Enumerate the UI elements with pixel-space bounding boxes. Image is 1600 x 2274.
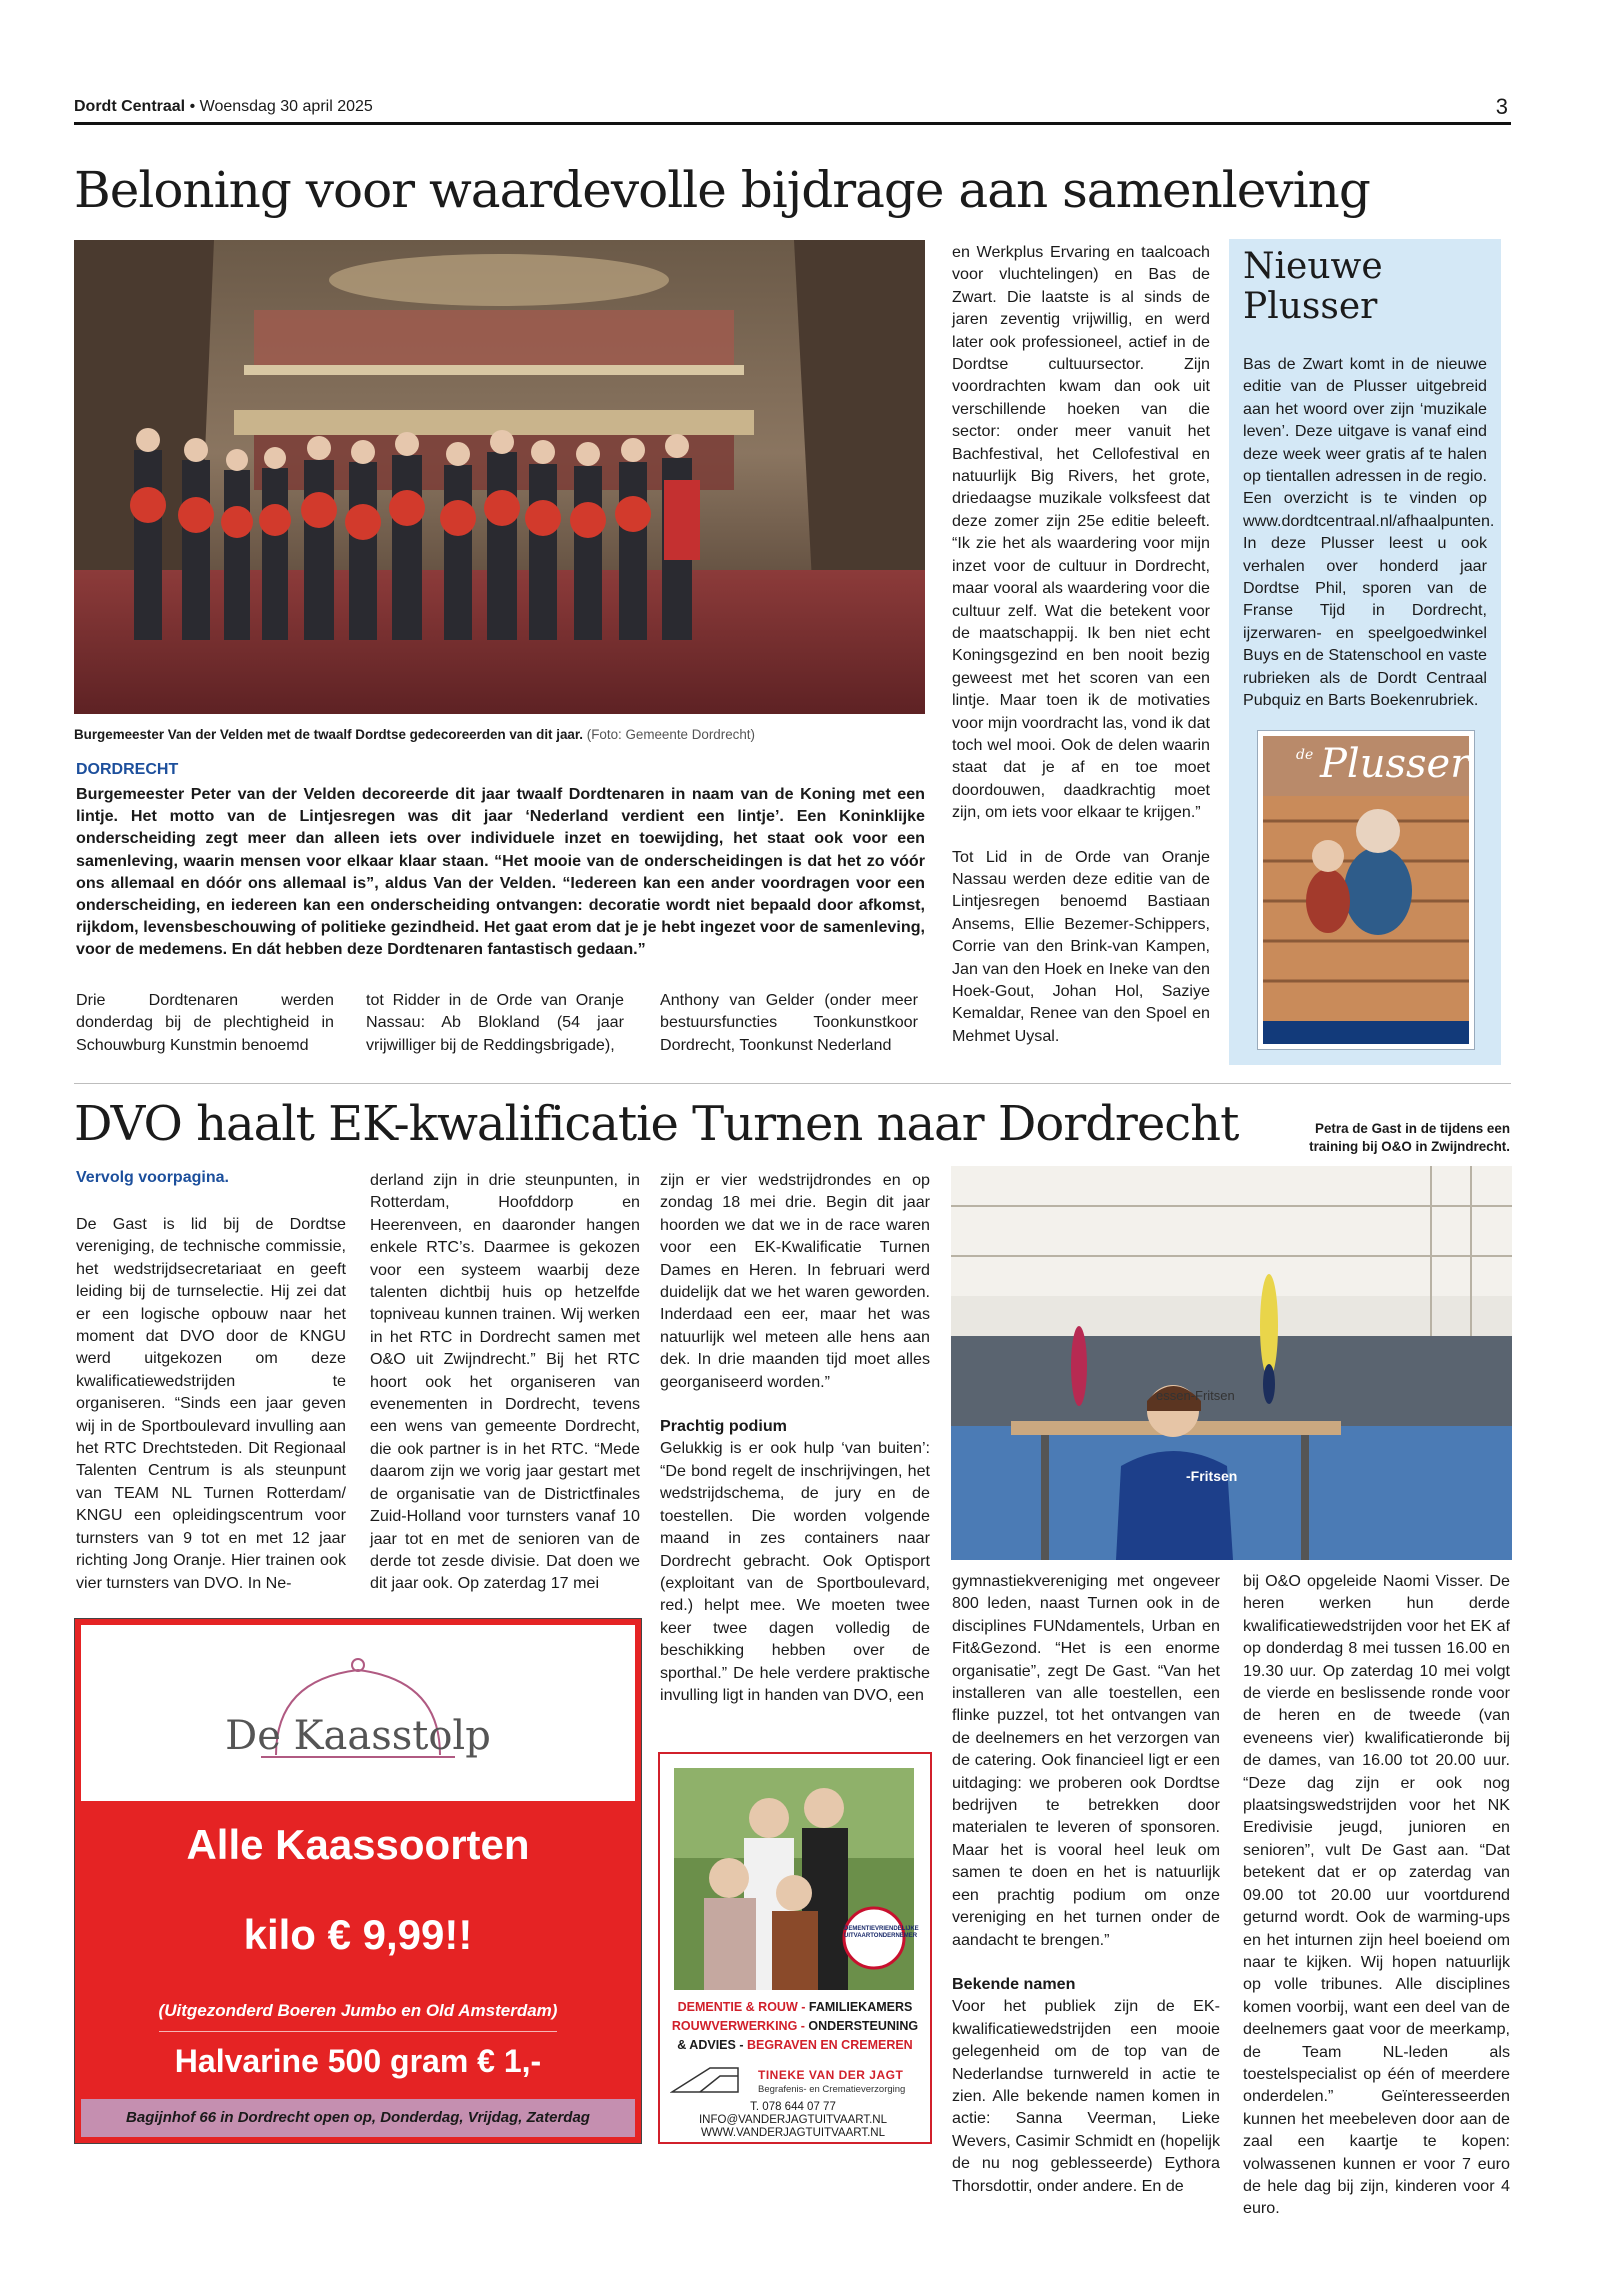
ad-van-der-jagt[interactable] bbox=[658, 1752, 932, 2144]
ad-email[interactable]: INFO@VANDERJAGTUITVAART.NL bbox=[698, 2114, 888, 2126]
paragraph: De Gast is lid bij de Dordtse vereniging, de technische commissie, het wedstrijdsecretariaat en geeft leiding bij de turnselectie. Hij zei dat er een logische opbouw naar het moment dat DVO door de KNGU werd uitgekozen om deze kwalificatiewedstrijden te organiseren. “Sinds een jaar geven wij in de Sportboulevard invulling aan het RTC Drechtsteden. Dit Regionaal Talenten Centrum is als steunpunt van TEAM NL Turnen Rotterdam/ KNGU een opleidingscentrum voor turnsters van 9 tot en met 12 jaar richting Jong Oranje. Hier trainen ook vier turnsters van DVO. In Ne- bbox=[76, 1215, 346, 1592]
ad-line2: kilo € 9,99!! bbox=[243, 1911, 473, 1958]
sidebar-title: Nieuwe Plusser bbox=[1243, 246, 1383, 327]
ad-service-line bbox=[666, 1998, 924, 2017]
ad-service-part: FAMILIEKAMERS bbox=[808, 2000, 913, 2014]
ad-service-part: ROUWVERWERKING - bbox=[671, 2019, 809, 2033]
ad-services bbox=[666, 1998, 924, 2055]
ad-contact bbox=[660, 2101, 926, 2140]
header-rule bbox=[74, 122, 1511, 125]
caption-credit: (Foto: Gemeente Dordrecht) bbox=[586, 727, 755, 742]
ad-brand: TINEKE VAN DER JAGT bbox=[758, 2068, 904, 2082]
ad-logo-area bbox=[81, 1625, 635, 1801]
paragraph: bij O&O opgeleide Naomi Visser. De heren werken hun derde kwalificatiewedstrijden voor het EK af op donderdag 8 mei tussen 16.00 en 19.30 uur. Op zaterdag 10 mei volgt de vierde en beslissende ronde voor de heren en de tweede (van eveneens vier) kwalificatieronde bij de dames, van 16.00 tot 20.00 uur. “Deze dag zijn er ook nog plaatsingswedstrijden voor het NK Eredivisie jeugd, junioren en senioren”, vult De Gast aan. “Dat betekent dat er op zaterdag van 09.00 tot 20.00 uur voortdurend geturnd wordt. Ook de warming-ups en het inturnen zijn heel boeiend om naar te kijken. Wij hopen natuurlijk op volle tribunes. Alle disciplines komen voorbij, want een deel van de deelnemers gaat voor de meerkamp, de Team NL-leden als toestelspecialist op één of meerdere onderdelen.” Geïnteresseerden kunnen het meebeleven door aan de zaal een kaartje te kopen: volwassenen kunnen er voor 7 euro de hele dag bij zijn, kinderen voor 4 euro. bbox=[1243, 1572, 1510, 2218]
sidebar-text: Bas de Zwart komt in de nieuwe editie van de Plusser uitgebreid aan het woord over zijn ‘muzikale leven’. Deze uitgave is vanaf eind deze week weer gratis af te halen op tientallen adressen in de regio. Een overzicht is te vinden op www.dordtcentraal.nl/afhaalpunten. In deze Plusser leest u ook verhalen over honderd jaar Dordtse Phil, sporen van de Franse Tijd in Dordrecht, ijzerwaren- en speelgoedwinkel Buys en de Statenschool en vaste rubrieken als de Dordt Centraal Pubquiz en Barts Boekenrubriek. bbox=[1243, 355, 1495, 710]
ad-service-part: DEMENTIE & ROUW - bbox=[677, 2000, 809, 2014]
ad-logo-icon bbox=[670, 2064, 740, 2094]
article1-lead: Burgemeester Peter van der Velden decoreerde dit jaar twaalf Dordtenaren in naam van de Koning met een lintje. Het motto van de Lintjesregen was dit jaar ‘Nederland verdient een lintje’. Een Koninklijke onderscheiding zegt meer dan alleen iets over individuele inzet en toewijding, het staat ook voor een samenleving, waarin mensen voor elkaar klaar staan. “Het mooie van de onderscheidingen is dat het zo vóór ons allemaal en dóór ons allemaal is”, aldus Van der Velden. “Iedereen kan een ander voordragen voor een onderscheiding, en iedereen kan een onderscheiding ontvangen: decoratie wordt niet bepaald door afkomst, rijkdom, levensbeschouwing of politieke gezindheid. Het gaat erom dat je je hebt ingezet voor de samenleving, voor de medemens. En dát hebben deze Dordtenaren fantastisch gedaan.” bbox=[76, 785, 925, 959]
issue-date: Woensdag 30 april 2025 bbox=[199, 98, 373, 115]
ad-service-part: ONDERSTEUNING bbox=[808, 2019, 919, 2033]
ad-service-part: BEGRAVEN EN CREMEREN bbox=[746, 2038, 913, 2052]
paragraph: tot Ridder in de Orde van Oranje Nassau: Ab Blokland (54 jaar vrijwilliger bij de Reddingsbrigade), bbox=[366, 991, 624, 1054]
page-number: 3 bbox=[1495, 94, 1508, 119]
article1-col3 bbox=[660, 989, 918, 1078]
ad-line4: Halvarine 500 gram € 1,- bbox=[174, 2043, 542, 2079]
subheading: Bekende namen bbox=[952, 1974, 1076, 1993]
subheading: Prachtig podium bbox=[660, 1417, 787, 1436]
ad-footer-bar bbox=[81, 2099, 635, 2137]
article1-dateline: DORDRECHT bbox=[76, 761, 179, 778]
paragraph: en Werkplus Ervaring en taalcoach voor vluchtelingen) en Bas de Zwart. Die laatste is al sinds de jaren zeventig vrijwillig, en werd later ook professioneel, actief in de Dordtse cultuursector. Zijn voordrachten kwam dan ook uit verschillende hoeken van die sector: onder meer vanuit het Bachfestival, het Cellofestival en natuurlijk Big Rivers, het grote, driedaagse muzikale volksfeest dat deze zomer zijn 25e editie beleeft. “Ik zie het als waardering voor mijn inzet voor de cultuur in Dordrecht, maar vooral als waardering voor die cultuur zelf. Wat die betekent voor de maatschappij. Ik ben niet echt Koningsgezind en ben nooit bezig geweest met het scoren van een lintje. Maar toen ik de motivaties voor mijn voordracht las, vond ik dat toch wel mooi. Ook de delen waarin staat dat je af en toe moet doordouwen, daadkrachtig moet zijn, om iets voor elkaar te krijgen.” bbox=[952, 243, 1210, 822]
ad-brand-sub: Begrafenis- en Crematieverzorging bbox=[758, 2084, 906, 2095]
article1-col2 bbox=[366, 989, 624, 1078]
magazine-title: Plusser bbox=[1320, 741, 1470, 787]
ad-service-part: & ADVIES - bbox=[677, 2038, 747, 2052]
article1-headline: Beloning voor waardevolle bijdrage aan samenleving bbox=[74, 161, 1370, 219]
paragraph: Anthony van Gelder (onder meer bestuursfuncties Toonkunstkoor Dordrecht, Toonkunst Nederland bbox=[660, 991, 918, 1054]
article2-col5 bbox=[1243, 1570, 1510, 2242]
paragraph: derland zijn in drie steunpunten, in Rotterdam, Hoofddorp en Heerenveen, en daaronder hangen enkele RTC’s. Daarmee is gekozen voor een systeem waarbij deze talenten dichtbij huis op hetzelfde topniveau kunnen trainen. Wij werken in het RTC in Dordrecht samen met O&O uit Zwijndrecht.” Bij het RTC hoort ook het organiseren van evenementen in Dordrecht, tevens een wens van gemeente Dordrecht, die ook partner is in het RTC. “Mede daarom zijn we vorig jaar gestart met de organisatie van de Districtfinales Zuid-Holland voor turnsters vanaf 10 jaar tot en met de senioren van de derde tot zesde divisie. Dat doen we dit jaar ook. Op zaterdag 17 mei bbox=[370, 1171, 640, 1593]
ad-team-photo bbox=[674, 1768, 919, 1990]
article1-col4 bbox=[952, 241, 1210, 1069]
article2-col1 bbox=[76, 1213, 346, 1616]
ad-service-line bbox=[666, 2017, 924, 2036]
caption-text: Burgemeester Van der Velden met de twaalf Dordtse gedecoreerden van dit jaar. bbox=[74, 727, 584, 742]
ad-line1: Alle Kaassoorten bbox=[186, 1821, 530, 1868]
gymnastics-photo-svg bbox=[951, 1166, 1512, 1560]
ad-logo-text: De Kaasstolp bbox=[225, 1713, 491, 1759]
paragraph: Voor het publiek zijn de EK-kwalificatiewedstrijden een mooie gelegenheid om de top van de Nederlandse turnwereld in actie te zien. Alle bekende namen komen in actie: Sanna Veerman, Lieke Wevers, Casimir Schmidt en (hopelijk de nu nog geblesseerde) Eythora Thorsdottir, onder andere. En de bbox=[952, 1997, 1220, 2195]
magazine-prefix: de bbox=[1296, 747, 1314, 763]
paper-name: Dordt Centraal bbox=[74, 98, 186, 115]
paragraph: Drie Dordtenaren werden donderdag bij de plechtigheid in Schouwburg Kunstmin benoemd bbox=[76, 991, 334, 1054]
article1-col1 bbox=[76, 989, 334, 1078]
ceremony-photo-svg bbox=[74, 240, 925, 714]
plusser-magazine-cover bbox=[1257, 730, 1475, 1050]
gymnastics-photo bbox=[951, 1166, 1512, 1560]
paragraph: Tot Lid in de Orde van Oranje Nassau werden deze editie van de Lintjesregen benoemd Bastiaan Ansems, Ellie Bezemer-Schippers, Corrie van den Brink-van Kampen, Jan van den Hoek en Ineke van den Hoek-Gout, Johan Hol, Saziye Kemaldar, Renee van den Spoel en Mehmet Uysal. bbox=[952, 847, 1210, 1045]
article2-col2 bbox=[370, 1169, 640, 1617]
article2-col3 bbox=[660, 1169, 930, 1728]
page-header: Dordt Centraal • Woensdag 30 april 2025 bbox=[74, 98, 373, 115]
ad-line3: (Uitgezonderd Boeren Jumbo en Old Amsterdam) bbox=[158, 2001, 558, 2020]
paragraph: zijn er vier wedstrijdrondes en op zondag 18 mei drie. Begin dit jaar hoorden we dat we in de race waren voor een EK-Kwalificatie Turnen Dames en Heren. In februari werd duidelijk dat we het waren geworden. Inderdaad een eer, maar het was natuurlijk wel meteen alle hens aan dek. In drie maanden tijd moet alles georganiseerd worden.” bbox=[660, 1171, 930, 1391]
ad-phone: T. 078 644 07 77 bbox=[750, 2101, 836, 2113]
section-separator bbox=[74, 1083, 1511, 1084]
ad-kaasstolp[interactable] bbox=[74, 1618, 642, 2144]
ceremony-photo bbox=[74, 240, 925, 714]
paragraph: gymnastiekvereniging met ongeveer 800 leden, naast Turnen ook in de disciplines FUNdamentels, Urban en Fit&Gezond. “Het is een enorme organisatie”, zegt De Gast. “Van het installeren van alle toestellen, een flinke puzzel, tot het ontvangen van de deelnemers en het verzorgen van de catering. Ook financieel ligt er een uitdaging: we proberen ook Dordtse bedrijven te betrekken door materialen te leveren of sponsoren. Maar het is vooral heel leuk om samen te doen en het is natuurlijk een prachtig podium om onze vereniging en het turnen onder de aandacht te brengen.” bbox=[952, 1572, 1220, 1949]
ad-website[interactable]: WWW.VANDERJAGTUITVAART.NL bbox=[700, 2127, 885, 2139]
photo-banner-text: essen-Fritsen bbox=[1156, 1388, 1235, 1403]
jacket-text: -Fritsen bbox=[1186, 1468, 1238, 1484]
continued-note: Vervolg voorpagina. bbox=[76, 1169, 229, 1186]
ad-badge-text: DEMENTIEVRIENDELIJKE UITVAARTONDERNEMER bbox=[844, 1926, 919, 1939]
paragraph: Gelukkig is er ook hulp ‘van buiten’: “De bond regelt de inschrijvingen, het wedstrijdschema, de jury en de toestellen. Die worden volgende maand in zes containers naar Dordrecht gebracht. Ook Optisport (exploitant van de Sportboulevard, red.) helpt mee. We moeten twee keer twee dagen volledig de beschikking hebben over de sporthal.” De hele verdere praktische invulling ligt in handen van DVO, een bbox=[660, 1439, 930, 1704]
ad-divider bbox=[159, 2031, 557, 2032]
article2-headline: DVO haalt EK-kwalificatie Turnen naar Dordrecht bbox=[74, 1096, 1239, 1152]
plusser-sidebar bbox=[1229, 239, 1501, 1065]
article2-caption: Petra de Gast in de tijdens een training bij O&O in Zwijndrecht. bbox=[1309, 1121, 1510, 1154]
article2-col4 bbox=[952, 1570, 1220, 2219]
article1-caption bbox=[74, 726, 925, 744]
ad-service-line bbox=[666, 2036, 924, 2055]
ad-footer-text: Bagijnhof 66 in Dordrecht open op, Donderdag, Vrijdag, Zaterdag bbox=[126, 2109, 590, 2126]
